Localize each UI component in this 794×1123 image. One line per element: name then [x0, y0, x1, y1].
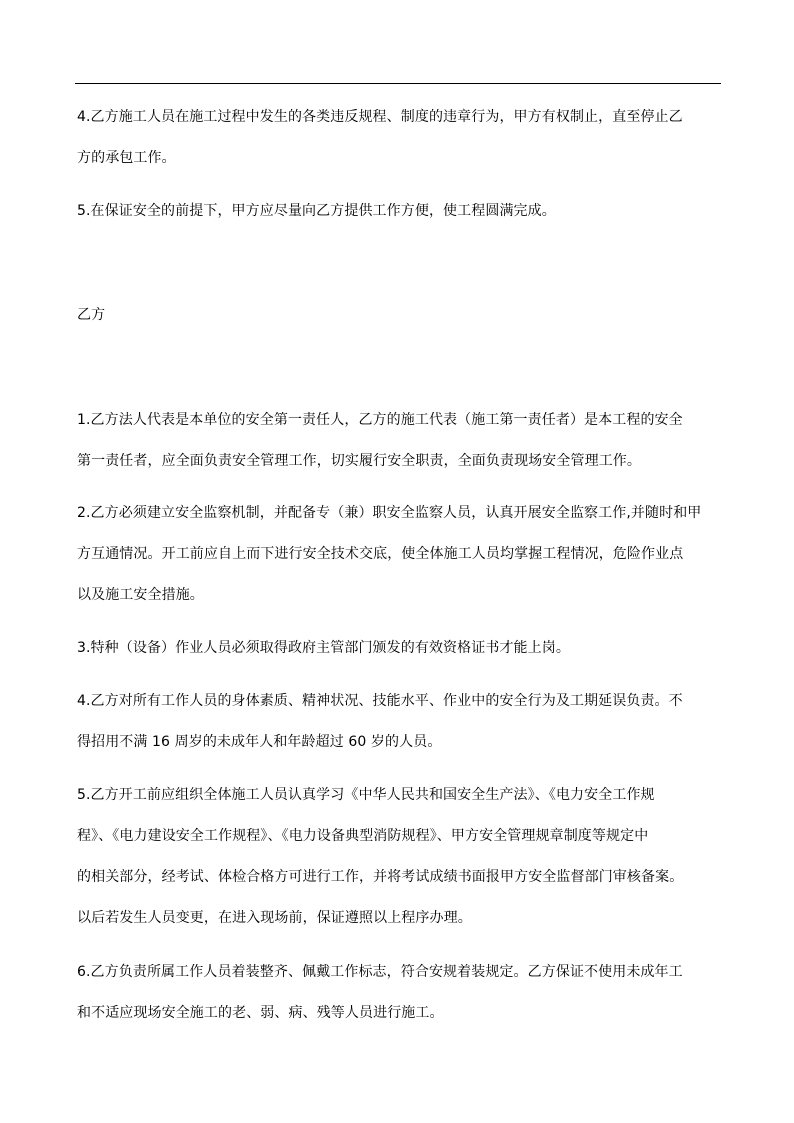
clause-b6-line1: 6.乙方负责所属工作人员着装整齐、佩戴工作标志，符合安规着装规定。乙方保证不使用未成年工 [77, 964, 683, 980]
clause-b5-line3: 的相关部分，经考试、体检合格方可进行工作，并将考试成绩书面报甲方安全监督部门审核备案。 [77, 869, 684, 885]
clause-b4-line2: 得招用不满 16 周岁的未成年人和年龄超过 60 岁的人员。 [77, 734, 442, 750]
section-heading-party-b: 乙方 [77, 307, 106, 323]
clause-a5: 5.在保证安全的前提下，甲方应尽量向乙方提供工作方便，使工程圆满完成。 [77, 203, 556, 219]
clause-b5-line4: 以后若发生人员变更，在进入现场前，保证遵照以上程序办理。 [77, 910, 472, 926]
clause-b2-line3: 以及施工安全措施。 [77, 587, 204, 603]
clause-b1-line1: 1.乙方法人代表是本单位的安全第一责任人，乙方的施工代表（施工第一责任者）是本工程的安全 [77, 412, 683, 428]
clause-b6-line2: 和不适应现场安全施工的老、弱、病、残等人员进行施工。 [77, 1005, 444, 1021]
clause-b5-line2: 程》、《电力建设安全工作规程》、《电力设备典型消防规程》、甲方安全管理规章制度等规定中 [77, 828, 649, 844]
clause-b2-line2: 方互通情况。开工前应自上而下进行安全技术交底，使全体施工人员均掌握工程情况，危险作业点 [77, 546, 684, 562]
clause-a4-line2: 方的承包工作。 [77, 150, 176, 166]
clause-b5-line1: 5.乙方开工前应组织全体施工人员认真学习《中华人民共和国安全生产法》、《电力安全工作规 [77, 787, 655, 803]
clause-b3: 3.特种（设备）作业人员必须取得政府主管部门颁发的有效资格证书才能上岗。 [77, 640, 570, 656]
header-rule [75, 83, 721, 84]
clause-a4-line1: 4.乙方施工人员在施工过程中发生的各类违反规程、制度的违章行为，甲方有权制止，直至停止乙 [77, 109, 683, 125]
clause-b2-line1: 2.乙方必须建立安全监察机制，并配备专（兼）职安全监察人员，认真开展安全监察工作,并随时和甲 [77, 505, 702, 521]
clause-b4-line1: 4.乙方对所有工作人员的身体素质、精神状况、技能水平、作业中的安全行为及工期延误负责。不 [77, 693, 683, 709]
clause-b1-line2: 第一责任者，应全面负责安全管理工作，切实履行安全职责，全面负责现场安全管理工作。 [77, 453, 641, 469]
